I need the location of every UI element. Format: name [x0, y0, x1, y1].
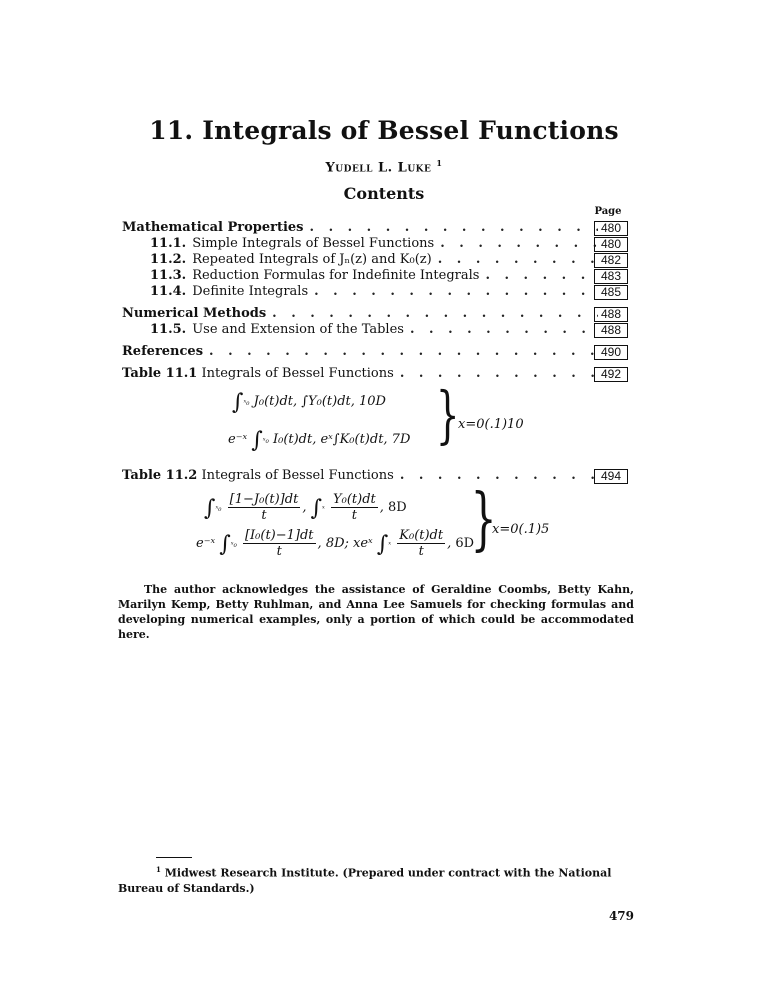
chapter-title: 11. Integrals of Bessel Functions	[149, 116, 619, 145]
right-brace: }	[470, 480, 497, 559]
leader-dots	[272, 306, 598, 321]
page-link-494[interactable]: 494	[594, 469, 628, 484]
integral-sign: ∫	[251, 428, 263, 453]
toc-label: Simple Integrals of Bessel Functions	[192, 236, 435, 251]
page-link-485[interactable]: 485	[594, 285, 628, 300]
fraction	[228, 492, 301, 523]
section-number: 11.5.	[150, 322, 187, 337]
toc-section-11-3[interactable]	[150, 268, 598, 284]
table1-formula-line1: ∫ˣ₀ J₀(t)dt, ∫Y₀(t)dt, 10D	[232, 390, 386, 415]
author-footnote-marker: 1	[436, 158, 443, 168]
precision-label: 8D; xeˣ	[325, 536, 373, 551]
toc-label: References	[122, 344, 204, 359]
toc-section-11-1[interactable]	[150, 236, 598, 252]
leader-dots	[209, 344, 598, 359]
toc-section-11-5[interactable]	[150, 322, 598, 338]
footnote-marker: 1	[156, 865, 161, 874]
toc-label: Repeated Integrals of Jₙ(z) and K₀(z)	[192, 252, 432, 267]
fraction	[331, 492, 378, 523]
section-number: 11.1.	[150, 236, 187, 251]
right-brace: }	[435, 378, 460, 451]
fraction	[243, 528, 316, 559]
table2-formula-line1: ∫ˣ₀ $\frac{\text{[1−J₀(t)]dt}}{t}$ , ∫ˣ $\frac{\text{Y₀(t)dt}}{t}$ , 8D	[204, 492, 407, 523]
leader-dots	[485, 268, 598, 283]
toc-numerical-methods[interactable]	[122, 306, 598, 322]
numerator: Y₀(t)dt	[333, 492, 376, 507]
contents-heading: Contents	[343, 184, 425, 203]
page-number: 479	[608, 909, 634, 923]
page-link-482[interactable]: 482	[594, 253, 628, 268]
author-line	[0, 158, 768, 175]
toc-label: Integrals of Bessel Functions	[201, 366, 394, 381]
leader-dots	[438, 252, 598, 267]
leader-dots	[440, 236, 598, 251]
toc-label: Use and Extension of the Tables	[192, 322, 404, 337]
table2-range: x=0(.1)5	[492, 522, 550, 537]
page-link-480[interactable]: 480	[594, 237, 628, 252]
denominator: t	[351, 508, 357, 523]
footnote	[118, 862, 634, 896]
section-number: 11.2.	[150, 252, 187, 267]
numerator: K₀(t)dt	[399, 528, 444, 543]
page-link-483[interactable]: 483	[594, 269, 628, 284]
integral-sign: ∫	[219, 532, 231, 557]
numerator: [1−J₀(t)]dt	[229, 492, 299, 507]
integral-sign: ∫	[376, 532, 389, 557]
integral-sign: ∫	[310, 496, 323, 521]
toc-section-11-4[interactable]	[150, 284, 598, 300]
denominator: t	[276, 544, 282, 559]
leader-dots	[400, 366, 598, 381]
toc-label: Mathematical Properties	[122, 220, 304, 235]
page-column-heading: Page	[594, 206, 622, 217]
toc-table-11-2[interactable]	[122, 468, 598, 484]
footnote-text: Midwest Research Institute. (Prepared under contract with the National Bureau of Standards.)	[118, 866, 612, 895]
table-prefix: Table 11.2	[122, 468, 198, 483]
denominator: t	[261, 508, 267, 523]
integral-sign: ∫	[232, 390, 244, 415]
page-link-492[interactable]: 492	[594, 367, 628, 382]
formula-text: I₀(t)dt, eˣ∫K₀(t)dt, 7D	[272, 432, 411, 447]
table1-formula-line2: e⁻ˣ ∫ˣ₀ I₀(t)dt, eˣ∫K₀(t)dt, 7D	[228, 428, 411, 453]
leader-dots	[310, 220, 598, 235]
leader-dots	[410, 322, 598, 337]
denominator: t	[418, 544, 424, 559]
toc-label: Reduction Formulas for Indefinite Integrals	[192, 268, 480, 283]
toc-label: Definite Integrals	[192, 284, 309, 299]
section-number: 11.3.	[150, 268, 187, 283]
toc-table-11-1[interactable]	[122, 366, 598, 382]
toc-references[interactable]	[122, 344, 598, 360]
table2-formula-line2: e⁻ˣ ∫ˣ₀ $\frac{\text{[I₀(t)−1]dt}}{t}$ , 8D; xeˣ ∫ˣ $\frac{\text{K₀(t)dt}}{t}$ , 6D	[196, 528, 475, 559]
toc-mathematical-properties[interactable]	[122, 220, 598, 236]
formula-text: J₀(t)dt, ∫Y₀(t)dt, 10D	[253, 394, 386, 409]
formula-prefix: e⁻ˣ	[196, 536, 216, 551]
numerator: [I₀(t)−1]dt	[244, 528, 314, 543]
toc-label: Numerical Methods	[122, 306, 267, 321]
footnote-rule	[156, 857, 192, 858]
leader-dots	[400, 468, 598, 483]
section-number: 11.4.	[150, 284, 187, 299]
page-link-488[interactable]: 488	[594, 307, 628, 322]
acknowledgment-paragraph: The author acknowledges the assistance of Geraldine Coombs, Betty Kahn, Marilyn Kemp, Betty Ruhlman, and Anna Lee Samuels for checking formulas and developing numerical examples, only a portion of which could be accommodated here.	[118, 583, 634, 641]
precision-label: 6D	[455, 536, 475, 551]
fraction	[397, 528, 445, 559]
precision-label: 8D	[388, 500, 407, 515]
leader-dots	[314, 284, 598, 299]
table-prefix: Table 11.1	[122, 366, 198, 381]
table1-range: x=0(.1)10	[458, 417, 524, 432]
toc-section-11-2[interactable]	[150, 252, 598, 268]
page-link-488[interactable]: 488	[594, 323, 628, 338]
integral-sign: ∫	[204, 496, 216, 521]
page-link-480[interactable]: 480	[594, 221, 628, 236]
toc-label: Integrals of Bessel Functions	[201, 468, 394, 483]
formula-prefix: e⁻ˣ	[228, 432, 248, 447]
author-name: Yudell L. Luke	[325, 160, 432, 176]
page-link-490[interactable]: 490	[594, 345, 628, 360]
